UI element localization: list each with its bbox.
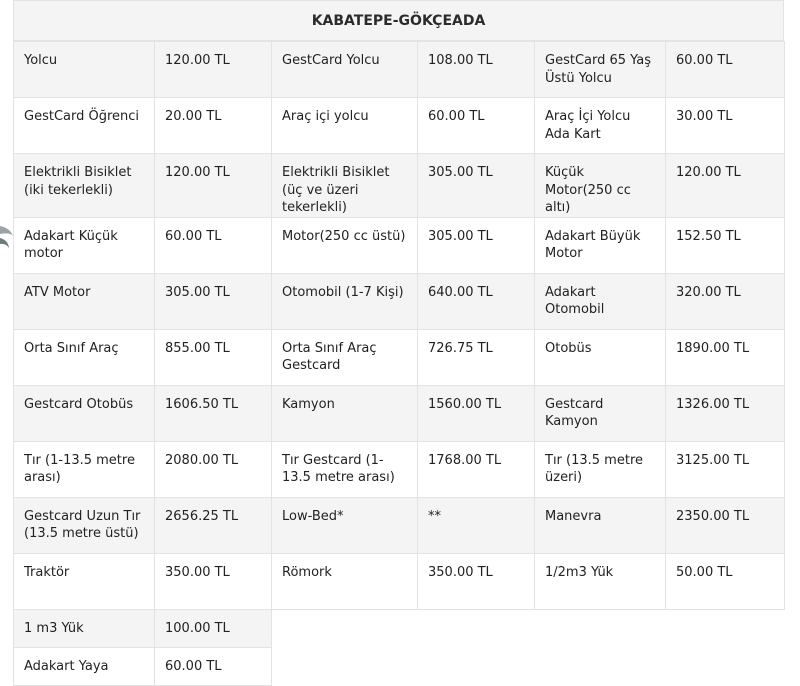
price-cell: 1768.00 TL: [418, 441, 535, 497]
price-cell: 1326.00 TL: [666, 385, 785, 441]
vehicle-type-cell: Yolcu: [14, 42, 155, 98]
vehicle-type-cell: Gestcard Uzun Tır (13.5 metre üstü): [14, 497, 155, 553]
vehicle-type-cell: Adakart Yaya: [14, 647, 155, 685]
price-cell: 726.75 TL: [418, 329, 535, 385]
vehicle-type-cell: Küçük Motor(250 cc altı): [535, 154, 666, 218]
fare-table: [13, 41, 785, 686]
vehicle-type-cell: 1/2m3 Yük: [535, 553, 666, 609]
vehicle-type-cell: GestCard Öğrenci: [14, 98, 155, 154]
vehicle-type-cell: Tır (13.5 metre üzeri): [535, 441, 666, 497]
price-cell: 2656.25 TL: [155, 497, 272, 553]
price-cell: 320.00 TL: [666, 273, 785, 329]
vehicle-type-cell: 1 m3 Yük: [14, 609, 155, 647]
price-cell: 305.00 TL: [155, 273, 272, 329]
vehicle-type-cell: Tır Gestcard (1-13.5 metre arası): [272, 441, 418, 497]
price-cell: 640.00 TL: [418, 273, 535, 329]
fare-table-container: [13, 0, 784, 686]
table-row: [14, 217, 785, 273]
vehicle-type-cell: Araç içi yolcu: [272, 98, 418, 154]
vehicle-type-cell: GestCard 65 Yaş Üstü Yolcu: [535, 42, 666, 98]
price-cell: 120.00 TL: [155, 154, 272, 218]
price-cell: 60.00 TL: [418, 98, 535, 154]
price-cell: 350.00 TL: [418, 553, 535, 609]
price-cell: 305.00 TL: [418, 154, 535, 218]
vehicle-type-cell: Orta Sınıf Araç: [14, 329, 155, 385]
price-cell: 350.00 TL: [155, 553, 272, 609]
price-cell: 305.00 TL: [418, 217, 535, 273]
price-cell: 2080.00 TL: [155, 441, 272, 497]
table-row: [14, 154, 785, 218]
vehicle-type-cell: ATV Motor: [14, 273, 155, 329]
vehicle-type-cell: Gestcard Otobüs: [14, 385, 155, 441]
empty-cell: [272, 609, 785, 647]
table-row: [14, 609, 785, 647]
price-cell: **: [418, 497, 535, 553]
price-cell: 3125.00 TL: [666, 441, 785, 497]
price-cell: 2350.00 TL: [666, 497, 785, 553]
price-cell: 60.00 TL: [666, 42, 785, 98]
vehicle-type-cell: Elektrikli Bisiklet (üç ve üzeri tekerlekli): [272, 154, 418, 218]
vehicle-type-cell: Orta Sınıf Araç Gestcard: [272, 329, 418, 385]
table-row: [14, 553, 785, 609]
table-row: [14, 98, 785, 154]
table-row: [14, 441, 785, 497]
vehicle-type-cell: Motor(250 cc üstü): [272, 217, 418, 273]
table-row: [14, 647, 785, 685]
price-cell: 855.00 TL: [155, 329, 272, 385]
vehicle-type-cell: Elektrikli Bisiklet (iki tekerlekli): [14, 154, 155, 218]
price-cell: 120.00 TL: [666, 154, 785, 218]
vehicle-type-cell: Tır (1-13.5 metre arası): [14, 441, 155, 497]
vehicle-type-cell: Römork: [272, 553, 418, 609]
empty-cell: [272, 647, 785, 685]
vehicle-type-cell: Manevra: [535, 497, 666, 553]
price-cell: 152.50 TL: [666, 217, 785, 273]
price-cell: 108.00 TL: [418, 42, 535, 98]
vehicle-type-cell: Otobüs: [535, 329, 666, 385]
partial-logo-icon: [0, 218, 14, 258]
price-cell: 50.00 TL: [666, 553, 785, 609]
price-cell: 120.00 TL: [155, 42, 272, 98]
price-cell: 1560.00 TL: [418, 385, 535, 441]
vehicle-type-cell: Kamyon: [272, 385, 418, 441]
vehicle-type-cell: Adakart Küçük motor: [14, 217, 155, 273]
price-cell: 60.00 TL: [155, 647, 272, 685]
table-row: [14, 385, 785, 441]
vehicle-type-cell: Traktör: [14, 553, 155, 609]
price-cell: 1890.00 TL: [666, 329, 785, 385]
vehicle-type-cell: Otomobil (1-7 Kişi): [272, 273, 418, 329]
table-row: [14, 42, 785, 98]
vehicle-type-cell: Adakart Otomobil: [535, 273, 666, 329]
vehicle-type-cell: Low-Bed*: [272, 497, 418, 553]
route-title: KABATEPE-GÖKÇEADA: [13, 0, 784, 41]
price-cell: 1606.50 TL: [155, 385, 272, 441]
price-cell: 20.00 TL: [155, 98, 272, 154]
price-cell: 60.00 TL: [155, 217, 272, 273]
vehicle-type-cell: GestCard Yolcu: [272, 42, 418, 98]
vehicle-type-cell: Adakart Büyük Motor: [535, 217, 666, 273]
price-cell: 100.00 TL: [155, 609, 272, 647]
vehicle-type-cell: Araç İçi Yolcu Ada Kart: [535, 98, 666, 154]
price-cell: 30.00 TL: [666, 98, 785, 154]
vehicle-type-cell: Gestcard Kamyon: [535, 385, 666, 441]
table-row: [14, 329, 785, 385]
table-row: [14, 273, 785, 329]
table-row: [14, 497, 785, 553]
